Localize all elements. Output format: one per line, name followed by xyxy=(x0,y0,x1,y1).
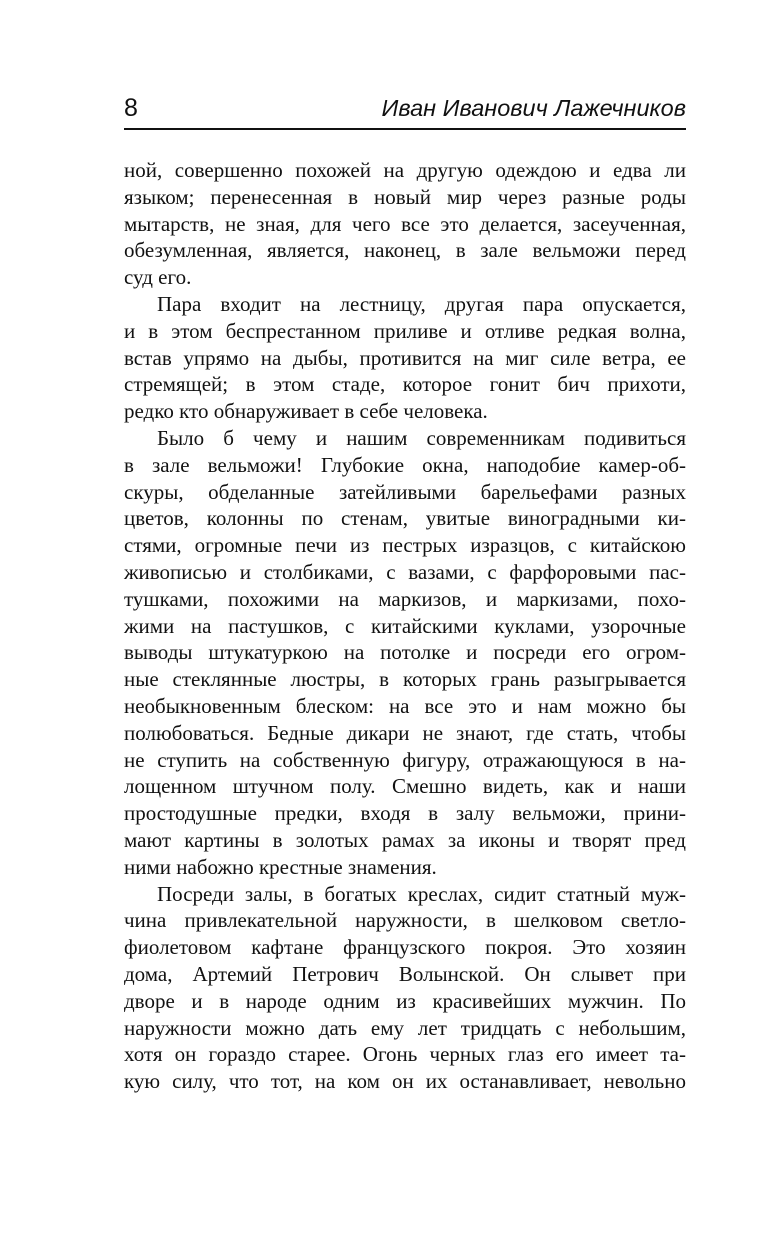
text-line: языком; перенесенная в новый мир через разные роды xyxy=(124,184,686,209)
text-line: обезумленная, является, наконец, в зале вельможи перед xyxy=(124,238,686,263)
paragraph xyxy=(124,881,686,1095)
text-line: жими на пастушков, с китайскими куклами, узорочные xyxy=(124,613,686,638)
text-line: тушками, похожими на маркизов, и маркизами, похо- xyxy=(124,586,686,611)
text-line: суд его. xyxy=(124,265,192,290)
text-line: ной, совершенно похожей на другую одеждою и едва ли xyxy=(124,158,686,182)
text-line: полюбоваться. Бедные дикари не знают, где стать, чтобы xyxy=(124,720,686,745)
text-line: мают картины в золотых рамах за иконы и творят пред xyxy=(124,827,686,852)
text-line: выводы штукатуркою на потолке и посреди его огром- xyxy=(124,640,686,665)
text-line: чина привлекательной наружности, в шелковом светло- xyxy=(124,908,686,933)
text-line: в зале вельможи! Глубокие окна, наподобие камер-об- xyxy=(124,452,686,477)
text-line: встав упрямо на дыбы, противится на миг силе ветра, ее xyxy=(124,345,686,370)
text-line: ними набожно крестные знамения. xyxy=(124,854,437,879)
text-line: живописью и столбиками, с вазами, с фарфоровыми пас- xyxy=(124,559,686,584)
text-line: фиолетовом кафтане французского покроя. Это хозяин xyxy=(124,935,686,960)
text-line: стремящей; в этом стаде, которое гонит бич прихоти, xyxy=(124,372,686,397)
text-line: необыкновенным блеском: на все это и нам можно бы xyxy=(124,693,686,718)
text-line: лощенном штучном полу. Смешно видеть, как и наши xyxy=(124,774,686,799)
text-line: простодушные предки, входя в залу вельможи, прини- xyxy=(124,801,686,826)
paragraph xyxy=(124,425,686,881)
text-line: Посреди залы, в богатых креслах, сидит статный муж- xyxy=(157,881,686,906)
running-head xyxy=(124,92,686,130)
text-line: цветов, колонны по стенам, увитые виноградными ки- xyxy=(124,506,686,531)
text-line: мытарств, не зная, для чего все это делается, засеученная, xyxy=(124,211,686,236)
text-line: редко кто обнаруживает в себе человека. xyxy=(124,399,488,424)
text-line: кую силу, что тот, на ком он их останавливает, невольно xyxy=(124,1069,686,1094)
running-title: Иван Иванович Лажечников xyxy=(381,95,686,121)
text-line: дворе и в народе одним из красивейших мужчин. По xyxy=(124,988,686,1013)
text-line: хотя он гораздо старее. Огонь черных глаз его имеет та- xyxy=(124,1042,686,1067)
page-number: 8 xyxy=(124,94,138,122)
text-line: и в этом беспрестанном приливе и отливе редкая волна, xyxy=(124,318,686,343)
text-line: дома, Артемий Петрович Волынской. Он слывет при xyxy=(124,961,686,986)
text-line: наружности можно дать ему лет тридцать с небольшим, xyxy=(124,1015,686,1040)
text-line: ные стеклянные люстры, в которых грань разыгрывается xyxy=(124,667,686,692)
text-line: скуры, обделанные затейливыми барельефами разных xyxy=(124,479,686,504)
text-line: не ступить на собственную фигуру, отражающуюся в на- xyxy=(124,747,686,772)
body-text xyxy=(124,157,686,1095)
text-line: стями, огромные печи из пестрых изразцов, с китайскою xyxy=(124,533,686,558)
text-line: Было б чему и нашим современникам подивиться xyxy=(157,425,686,450)
paragraph xyxy=(124,157,686,291)
paragraph xyxy=(124,291,686,425)
text-line: Пара входит на лестницу, другая пара опускается, xyxy=(157,291,686,316)
